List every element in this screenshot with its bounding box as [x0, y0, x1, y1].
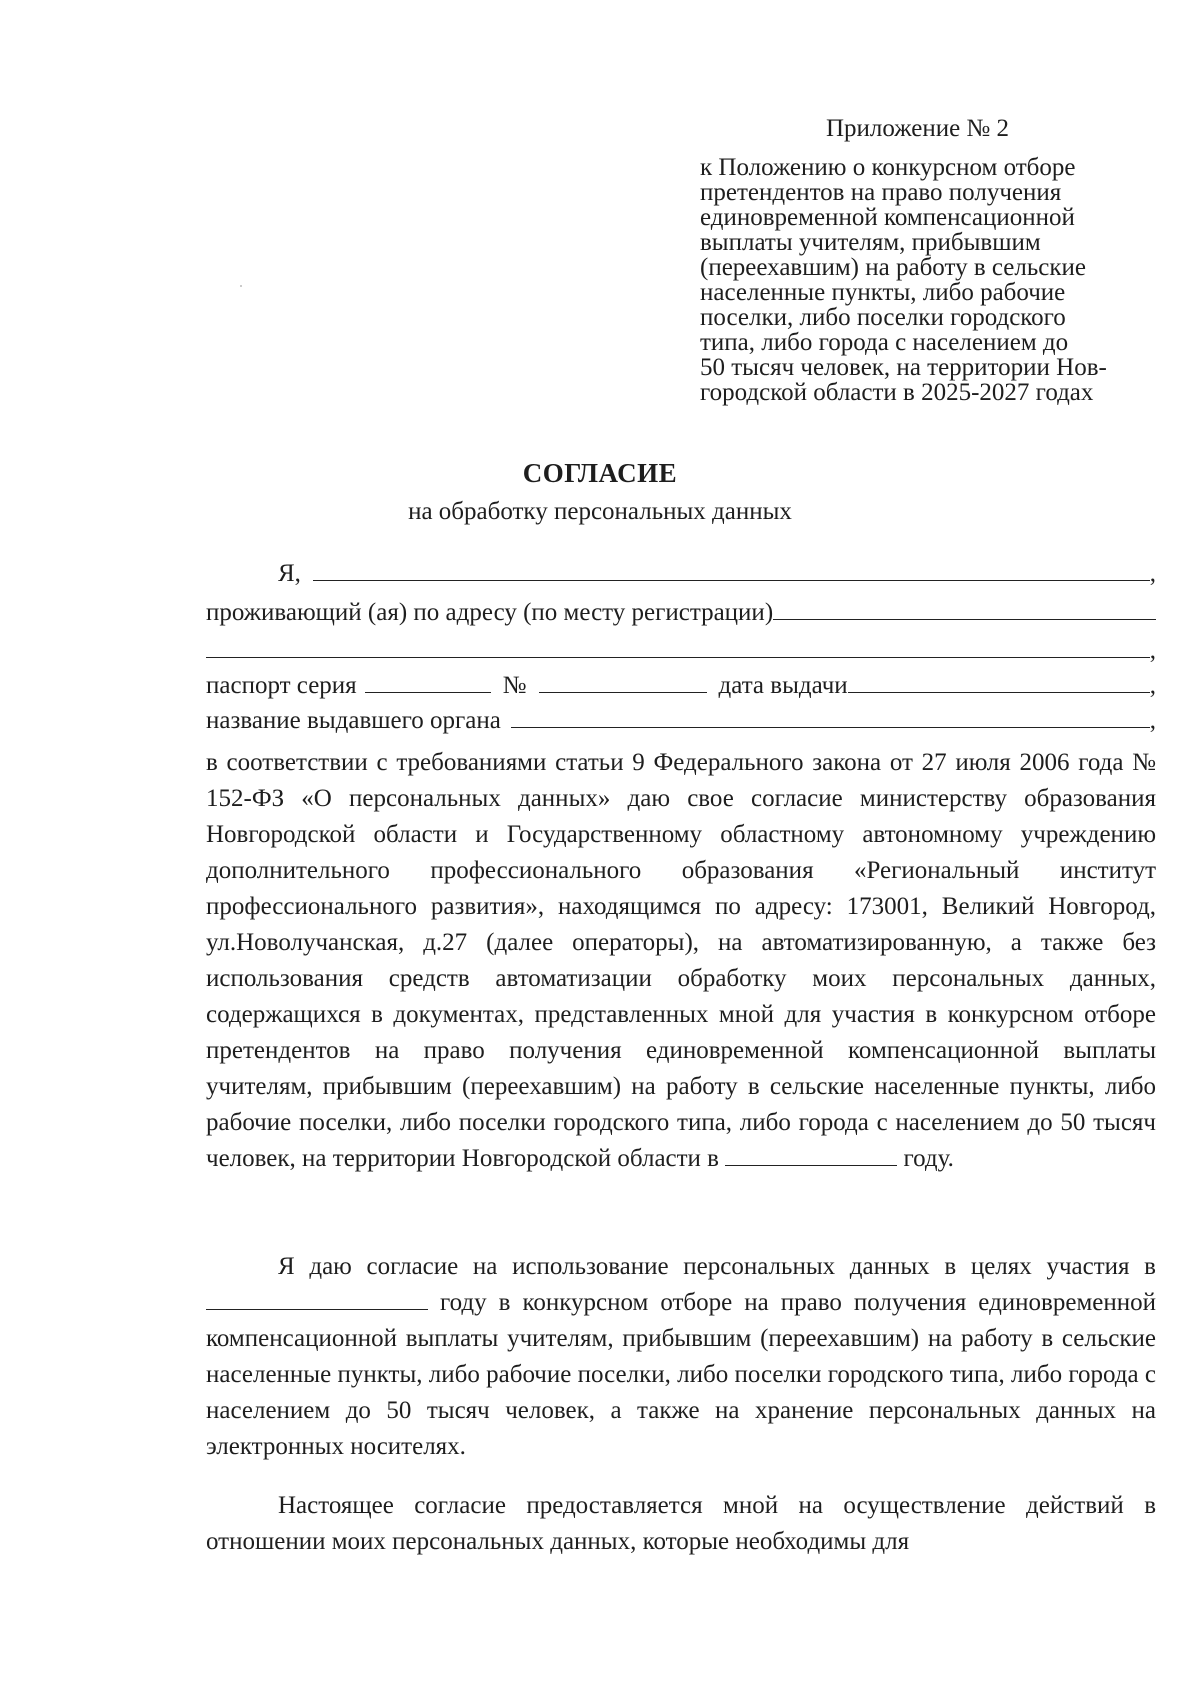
document-subtitle: на обработку персональных данных: [408, 498, 792, 525]
full-name-blank[interactable]: [313, 558, 1150, 581]
issuing-authority-label: название выдавшего органа: [206, 707, 501, 734]
annex-line: поселки, либо поселки городского: [700, 304, 1066, 331]
name-field-row: [206, 558, 1156, 590]
consent-paragraph-2: [206, 1249, 1156, 1465]
annex-line: выплаты учителям, прибывшим: [700, 229, 1041, 256]
comma: ,: [1149, 560, 1156, 587]
passport-field-row: [206, 670, 1156, 702]
comma: ,: [1149, 707, 1156, 734]
issue-date-blank[interactable]: [848, 670, 1150, 693]
passport-number-label: №: [502, 672, 527, 699]
address-blank[interactable]: [773, 597, 1156, 620]
annex-line: претендентов на право получения: [700, 179, 1062, 206]
paragraph-3-text: Настоящее согласие предоставляется мной на осуществление действий в отношении моих персональных данных, которые необходимы для: [206, 1492, 1156, 1555]
document-title: СОГЛАСИЕ: [522, 458, 678, 488]
passport-series-blank[interactable]: [365, 670, 491, 693]
annex-line: к Положению о конкурсном отборе: [700, 154, 1076, 181]
passport-series-label: паспорт серия: [206, 672, 357, 699]
comma: ,: [1149, 672, 1156, 699]
annex-line: населенные пункты, либо рабочие: [700, 279, 1066, 306]
address-label: проживающий (ая) по адресу (по месту регистрации): [206, 599, 774, 626]
annex-line: 50 тысяч человек, на территории Нов-: [700, 354, 1107, 381]
passport-number-blank[interactable]: [539, 670, 707, 693]
issuing-authority-blank[interactable]: [511, 705, 1150, 728]
issuing-authority-row: [206, 705, 1156, 737]
paragraph-1-ending: году.: [903, 1145, 954, 1172]
annex-line: единовременной компенсационной: [700, 204, 1075, 231]
annex-line: типа, либо города с населением до: [700, 329, 1069, 356]
year-blank-1[interactable]: [725, 1145, 897, 1166]
paragraph-2-continuation: году в конкурсном отборе на право получения единовременной компенсационной выплаты учителям, прибывшим (переехавшим) на работу в сельские населенные пункты, либо рабочие поселки, либо поселки городского типа, либо города с населением до 50 тысяч человек, а также на хранение персональных данных на электронных носителях.: [206, 1289, 1157, 1460]
address-continuation-row: [206, 635, 1156, 667]
paragraph-2-text: Я даю согласие на использование персональных данных в целях участия в: [278, 1253, 1156, 1280]
scan-speck: [240, 285, 242, 287]
year-blank-2[interactable]: [206, 1289, 428, 1310]
annex-line: городской области в 2025-2027 годах: [700, 379, 1094, 406]
annex-line: (переехавшим) на работу в сельские: [700, 254, 1086, 281]
consent-paragraph-1: [206, 745, 1156, 1177]
comma: ,: [1149, 637, 1156, 664]
annex-title: Приложение № 2: [826, 115, 1010, 142]
paragraph-1-text: в соответствии с требованиями статьи 9 Федерального закона от 27 июля 2006 года № 152-ФЗ «О персональных данных» даю свое согласие министерству образования Новгородской области и Государственному областному автономному учреждению дополнительного профессионального образования «Региональный институт профессионального развития», находящимся по адресу: 173001, Великий Новгород, ул.Новолучанская, д.27 (далее операторы), на автоматизированную, а также без использования средств автоматизации обработку моих персональных данных, содержащихся в документах, представленных мной для участия в конкурсном отборе претендентов на право получения единовременной компенсационной выплаты учителям, прибывшим (переехавшим) на работу в сельские населенные пункты, либо рабочие поселки, либо поселки городского типа, либо города с населением до 50 тысяч человек, на территории Новгородской области в: [206, 749, 1156, 1172]
address-continuation-blank[interactable]: [206, 635, 1150, 658]
consent-paragraph-3: [206, 1488, 1156, 1560]
i-label: Я,: [278, 560, 301, 587]
address-field-row: [206, 597, 1156, 629]
issue-date-label: дата выдачи: [718, 672, 848, 699]
